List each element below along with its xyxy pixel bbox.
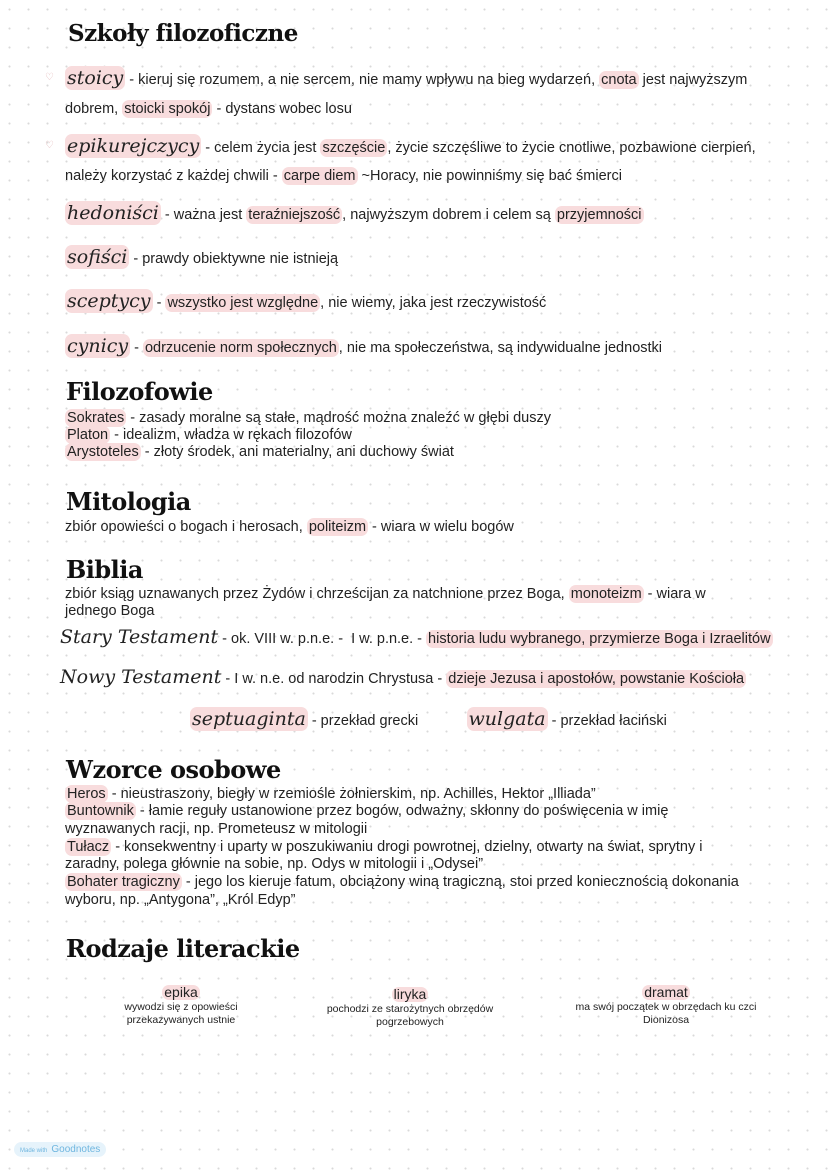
genre-desc: przekazywanych ustnie [126, 1014, 236, 1026]
text-segment: - [152, 295, 166, 311]
badge-made-with: Made with [20, 1148, 48, 1154]
text-line [65, 802, 668, 820]
highlighted-term: Sokrates [67, 410, 125, 426]
text-segment: - I w. n.e. od narodzin Chrystusa - [221, 671, 447, 687]
handwritten-term: sceptycy [67, 290, 151, 312]
text-segment: - wiara w wielu bogów [368, 519, 514, 535]
text-line [65, 518, 514, 536]
heading-bible: Biblia [66, 555, 143, 584]
heading-schools: Szkoły filozoficzne [68, 20, 298, 47]
text-line [65, 585, 706, 603]
genre-desc: pogrzebowych [376, 1016, 444, 1028]
text-segment: - przekład łaciński [547, 713, 667, 729]
text-segment: zbiór opowieści o bogach i herosach, [65, 519, 307, 535]
text-segment: dobrem, [65, 101, 123, 117]
heading-role-models: Wzorce osobowe [66, 755, 281, 784]
text-line [65, 69, 747, 89]
highlighted-term: przyjemności [556, 207, 642, 223]
text-line [65, 820, 367, 838]
text-segment: - ważna jest [160, 207, 247, 223]
heading-mythology: Mitologia [66, 487, 191, 516]
genre-label: epika [164, 984, 198, 1000]
text-segment: - idealizm, władza w rękach filozofów [110, 427, 352, 443]
genre-desc: pochodzi ze starożytnych obrzędów [326, 1003, 494, 1015]
text-segment: - złoty środek, ani materialny, ani duchowy świat [140, 444, 454, 460]
text-line [65, 873, 739, 891]
text-segment: , nie wiemy, jaka jest rzeczywistość [320, 295, 547, 311]
highlighted-term: cnota [601, 72, 637, 88]
highlighted-term: Heros [67, 786, 106, 802]
highlighted-term: teraźniejszość [248, 207, 341, 223]
text-segment: - prawdy obiektywne nie istnieją [129, 251, 339, 267]
text-segment: - [130, 340, 143, 356]
text-segment: - celem życia jest [201, 140, 321, 156]
text-segment: zaradny, polega głównie na sobie, np. Odys w mitologii i „Odysei” [65, 856, 484, 872]
highlighted-term: Arystoteles [67, 444, 139, 460]
text-segment: - jego los kieruje fatum, obciążony winą tragiczną, stoi przed koniecznością dokonania [181, 874, 739, 890]
text-line [190, 710, 667, 730]
highlighted-term: Buntownik [67, 803, 134, 819]
text-line [60, 668, 746, 688]
text-segment: - kieruj się rozumem, a nie sercem, nie mamy wpływu na bieg wydarzeń, [125, 72, 600, 88]
text-segment: zbiór ksiąg uznawanych przez Żydów i chrześcijan za natchnione przez Boga, [65, 586, 569, 602]
text-segment: , nie ma społeczeństwa, są indywidualne jednostki [338, 340, 663, 356]
text-segment [418, 713, 466, 729]
heading-philosophers: Filozofowie [66, 377, 213, 406]
text-segment: , najwyższym dobrem i celem są [342, 207, 555, 223]
highlighted-term: dzieje Jezusa i apostołów, powstanie Kościoła [448, 671, 745, 687]
text-line [65, 855, 483, 873]
genre-label: dramat [644, 984, 688, 1000]
bookmark-icon: ♡ [45, 140, 54, 151]
text-line [65, 204, 644, 224]
handwritten-term: Stary Testament [60, 626, 219, 648]
text-line [65, 785, 596, 803]
text-segment: - ok. VIII w. p.n.e. - I w. p.n.e. - [218, 631, 427, 647]
genre-desc: Dionizosa [642, 1014, 690, 1026]
text-line [65, 443, 454, 461]
bookmark-icon: ♡ [45, 72, 54, 83]
text-segment: ~Horacy, nie powinniśmy się bać śmierci [357, 168, 622, 184]
text-segment: jest najwyższym [638, 72, 748, 88]
handwritten-term: cynicy [67, 335, 129, 357]
text-segment: - łamie reguły ustanowione przez bogów, odważny, skłonny do poświęcenia w imię [135, 803, 669, 819]
badge-brand: Goodnotes [51, 1144, 101, 1155]
text-line [65, 100, 352, 118]
made-with-goodnotes-badge[interactable] [14, 1142, 106, 1157]
genre-dramat [551, 985, 781, 1027]
text-segment: wyznawanych racji, np. Prometeusz w mitologii [65, 821, 368, 837]
text-line [65, 167, 622, 185]
text-line [65, 426, 352, 444]
text-segment: jednego Boga [65, 603, 155, 619]
handwritten-term: stoicy [67, 67, 124, 89]
text-segment: - konsekwentny i uparty w poszukiwaniu drogi powrotnej, dzielny, otwarty na świat, sprytny i [111, 839, 703, 855]
highlighted-term: Bohater tragiczny [67, 874, 180, 890]
genre-epika [66, 985, 296, 1027]
highlighted-term: carpe diem [283, 168, 356, 184]
text-line [65, 248, 338, 268]
handwritten-term: sofiści [67, 246, 128, 268]
heading-literary-genres: Rodzaje literackie [66, 934, 300, 963]
text-line [65, 292, 546, 312]
genre-label: liryka [393, 986, 427, 1002]
genre-desc: ma swój początek w obrzędach ku czci [575, 1001, 757, 1013]
text-line [60, 628, 773, 648]
genre-liryka [295, 987, 525, 1029]
text-line [65, 838, 702, 856]
text-segment: - nieustraszony, biegły w rzemiośle żołnierskim, np. Achilles, Hektor „Illiada” [107, 786, 596, 802]
text-segment: - przekład grecki [307, 713, 419, 729]
text-segment: należy korzystać z każdej chwili - [65, 168, 282, 184]
highlighted-term: odrzucenie norm społecznych [144, 340, 337, 356]
text-line [65, 602, 155, 620]
text-line [65, 409, 551, 427]
highlighted-term: politeizm [308, 519, 367, 535]
text-segment: - zasady moralne są stałe, mądrość można znaleźć w głębi duszy [126, 410, 551, 426]
highlighted-term: Tułacz [67, 839, 110, 855]
handwritten-term: wulgata [468, 708, 546, 730]
text-segment: , życie szczęśliwe to życie cnotliwe, pozbawione cierpień, [387, 140, 756, 156]
genre-desc: wywodzi się z opowieści [124, 1001, 238, 1013]
highlighted-term: szczęście [322, 140, 386, 156]
text-segment: - dystans wobec losu [212, 101, 352, 117]
highlighted-term: wszystko jest względne [167, 295, 319, 311]
handwritten-term: septuaginta [192, 708, 306, 730]
highlighted-term: monoteizm [570, 586, 642, 602]
text-line [65, 137, 756, 157]
highlighted-term: historia ludu wybranego, przymierze Boga i Izraelitów [428, 631, 771, 647]
handwritten-term: hedoniści [67, 202, 159, 224]
text-segment: wyboru, np. „Antygona”, „Król Edyp” [65, 892, 296, 908]
text-line [65, 891, 296, 909]
highlighted-term: Platon [67, 427, 109, 443]
handwritten-term: epikurejczycy [67, 135, 200, 157]
text-segment: - wiara w [643, 586, 706, 602]
handwritten-term: Nowy Testament [60, 666, 222, 688]
highlighted-term: stoicki spokój [124, 101, 211, 117]
text-line [65, 337, 662, 357]
